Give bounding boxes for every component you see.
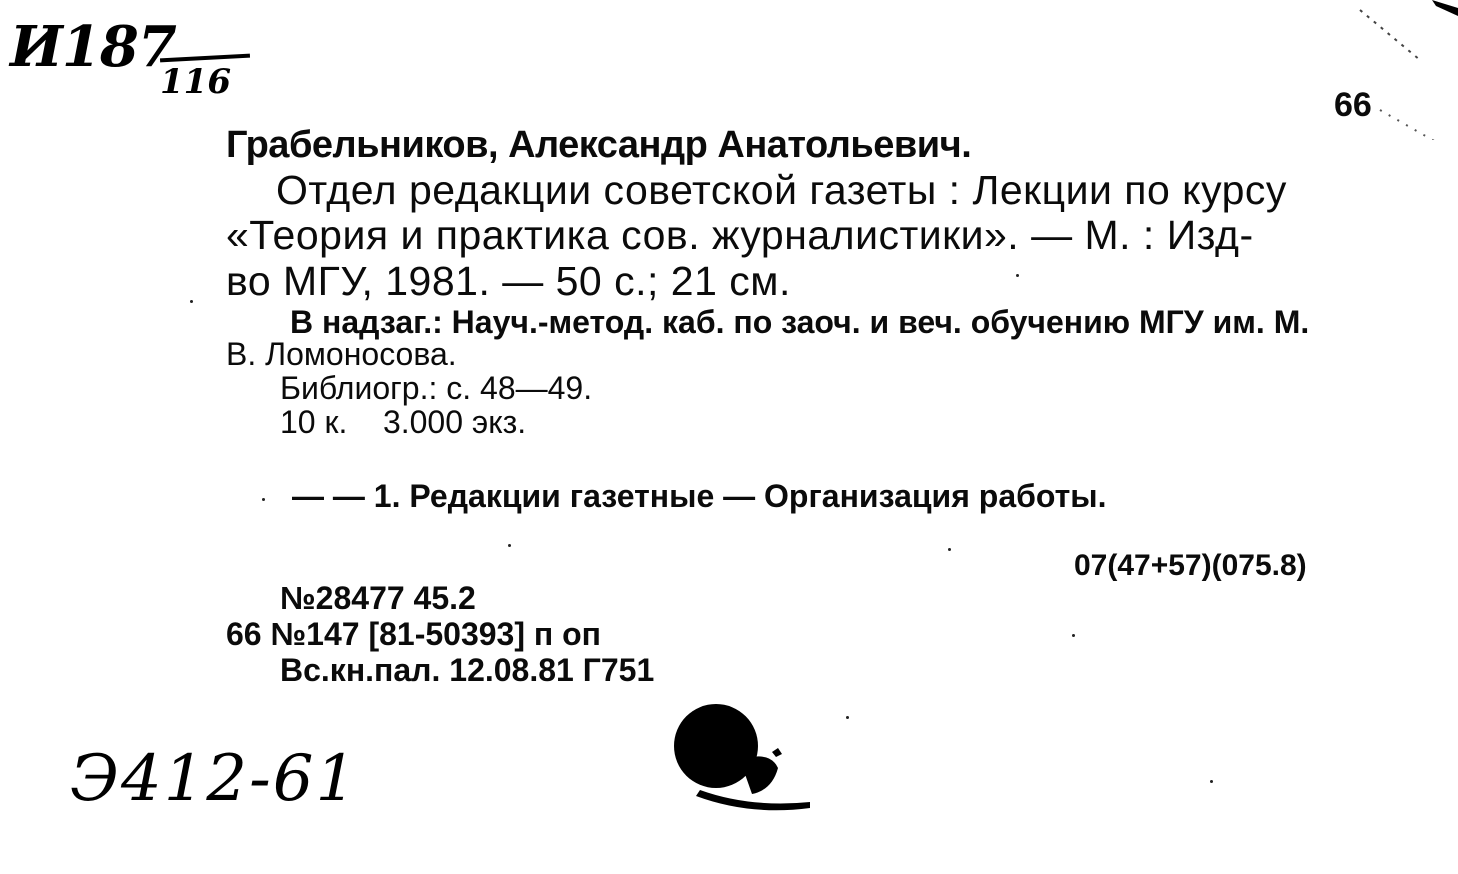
handwritten-inventory-number: Э412-61 [70,742,359,816]
scan-speck [846,716,849,719]
service-line-1: №28477 45.2 [280,580,476,616]
page-number: 66 [1334,86,1372,124]
handwritten-call-number-top: И187 [10,14,176,80]
service-line-3: Вс.кн.пал. 12.08.81 Г751 [280,652,655,688]
price-and-print-run: 10 к. 3.000 экз. [280,404,527,440]
author-heading: Грабельников, Александр Анатольевич. [226,124,972,166]
note-line-1: В надзаг.: Науч.-метод. каб. по заоч. и веч. обучению МГУ им. М. [290,304,1310,340]
scan-speck [190,300,193,303]
corner-edge-mark [1340,0,1458,140]
handwritten-call-number-bottom: 116 [160,62,231,102]
classification-code: 07(47+57)(075.8) [1074,549,1307,582]
punch-hole-mark [660,690,820,830]
title-line-1: Отдел редакции советской газеты : Лекции по курсу [276,167,1287,213]
scan-speck [262,498,265,501]
scan-speck [1016,274,1019,277]
scan-speck [948,548,951,551]
bibliography-note: Библиогр.: с. 48—49. [280,370,593,406]
title-line-2: «Теория и практика сов. журналистики». — М. : Изд- [226,212,1254,258]
scan-speck [1210,780,1213,783]
service-line-2: 66 №147 [81-50393] п оп [226,616,601,652]
note-line-2: В. Ломоносова. [226,336,457,372]
subject-heading: — — 1. Редакции газетные — Организация работы. [292,478,1107,514]
title-line-3: во МГУ, 1981. — 50 с.; 21 см. [226,258,791,304]
scan-speck [1072,634,1075,637]
scan-speck [508,544,511,547]
